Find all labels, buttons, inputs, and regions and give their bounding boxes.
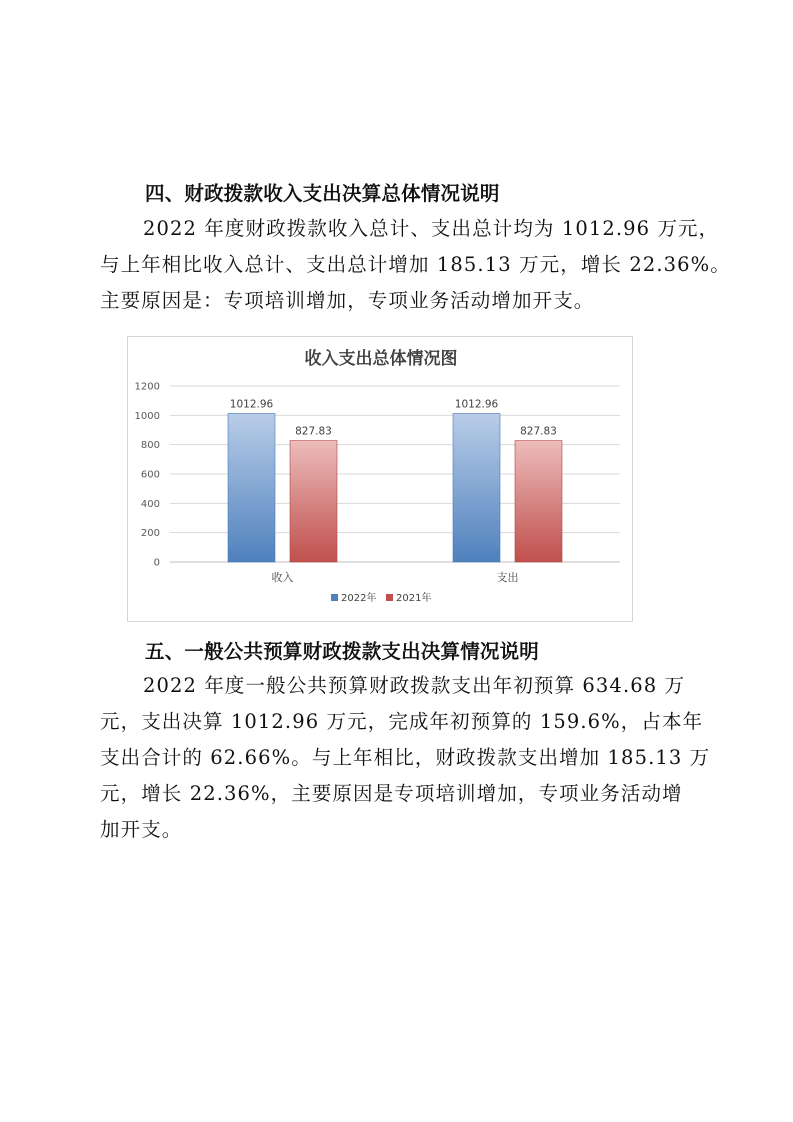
chart-title: 收入支出总体情况图 [304,349,458,369]
y-tick-label: 400 [140,498,160,510]
section5-line-1: 2022 年度一般公共预算财政拨款支出年初预算 634.68 万 [143,674,686,697]
category-label-收入: 收入 [271,571,294,584]
section5-line-4: 元，增长 22.36%，主要原因是专项培训增加，专项业务活动增 [100,782,683,805]
bar-2021年-支出 [515,441,562,562]
y-tick-label: 200 [140,528,160,540]
section5-line-3: 支出合计的 62.66%。与上年相比，财政拨款支出增加 185.13 万 [100,746,711,769]
data-label: 827.83 [520,425,557,438]
data-label: 827.83 [295,425,332,438]
legend-label-2021年: 2021年 [396,593,432,604]
category-label-支出: 支出 [496,571,519,584]
chart-canvas [128,337,634,623]
section4-paragraph [100,211,731,319]
legend-swatch-2022年 [331,594,338,601]
income-expense-chart [127,336,633,622]
section5-line-2: 元，支出决算 1012.96 万元，完成年初预算的 159.6%，占本年 [100,710,704,733]
bar-2021年-收入 [290,441,337,562]
y-tick-label: 800 [140,440,160,452]
y-tick-label: 0 [153,557,160,569]
section4-line-1: 2022 年度财政拨款收入总计、支出总计均为 1012.96 万元， [143,217,720,240]
data-label: 1012.96 [454,398,499,411]
section5-paragraph [100,668,711,848]
y-tick-label: 600 [140,469,160,481]
legend-label-2022年: 2022年 [341,593,377,604]
section4-line-2: 与上年相比收入总计、支出总计增加 185.13 万元，增长 22.36%。 [100,253,731,276]
section4-heading: 四、财政拨款收入支出决算总体情况说明 [145,182,500,205]
y-tick-label: 1200 [134,381,160,393]
section4-line-3: 主要原因是：专项培训增加，专项业务活动增加开支。 [100,289,595,312]
bar-2022年-收入 [228,413,275,562]
y-tick-label: 1000 [134,410,160,422]
bar-2022年-支出 [453,413,500,562]
legend-swatch-2021年 [386,594,393,601]
section5-line-5: 加开支。 [100,818,183,841]
data-label: 1012.96 [229,398,274,411]
section5-heading: 五、一般公共预算财政拨款支出决算情况说明 [145,640,540,663]
